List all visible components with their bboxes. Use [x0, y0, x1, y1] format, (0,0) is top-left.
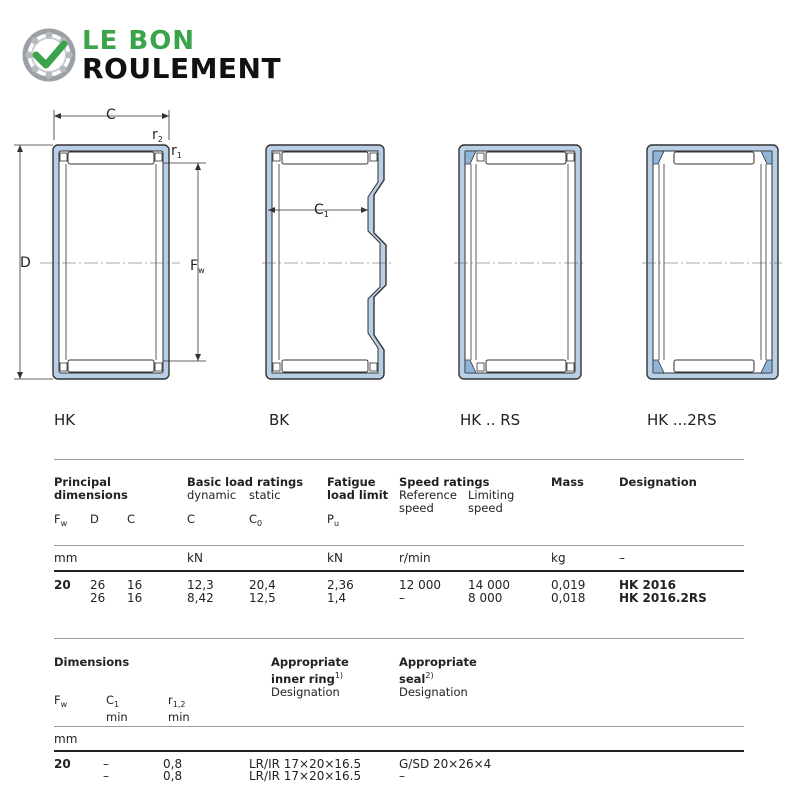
bearing-check-icon: [22, 28, 76, 82]
cell-c1: –: [103, 769, 109, 783]
variant-label-hk-2rs: HK ...2RS: [647, 411, 717, 429]
hk-2rs-drawing: [642, 145, 782, 379]
cell-mass: 0,018: [551, 591, 586, 605]
unit-mass: kg: [551, 551, 566, 565]
cell-fw: 20: [54, 757, 71, 771]
cell-c0: 12,5: [249, 591, 276, 605]
cell-c-dynamic: 12,3: [187, 578, 214, 592]
cell-limiting-speed: 14 000: [468, 578, 510, 592]
cell-c: 16: [127, 591, 143, 605]
header-inner-ring: Appropriate inner ring$^{1)}$ Designation: [271, 655, 349, 699]
header-principal-dimensions: Principal dimensions: [54, 475, 128, 502]
table1-header-rule: [54, 545, 744, 546]
cell-inner-ring: LR/IR 17×20×16.5: [249, 769, 362, 783]
table2-header-rule: [54, 726, 744, 727]
bearing-drawings: [0, 100, 800, 400]
cell-c0: 20,4: [249, 578, 276, 592]
unit-load: kN: [187, 551, 203, 565]
cell-pu: 2,36: [327, 578, 354, 592]
unit-designation: –: [619, 551, 625, 565]
table2-units-rule: [54, 750, 744, 752]
dim-r2-label: $r_2$: [152, 127, 163, 144]
dim-r1-label: $r_1$: [171, 143, 182, 160]
header-seal: Appropriate seal$^{2)}$ Designation: [399, 655, 477, 699]
dim-d-label: D: [20, 255, 31, 271]
symbol-r12: $r_{1,2}$ min: [168, 693, 190, 724]
symbol-d: D: [90, 512, 99, 526]
cell-designation: HK 2016.2RS: [619, 591, 707, 605]
symbol-c: C: [127, 512, 136, 526]
cell-reference-speed: 12 000: [399, 578, 441, 592]
cell-inner-ring: LR/IR 17×20×16.5: [249, 757, 362, 771]
table1-top-rule: [54, 459, 744, 460]
unit-fatigue: kN: [327, 551, 343, 565]
hk-rs-drawing: [454, 145, 586, 379]
header-speed-ratings: Speed ratings Reference speed: [399, 475, 490, 515]
header-limiting-speed: Limiting speed: [468, 488, 515, 515]
symbol-c0: $C_0$: [249, 512, 263, 528]
header-dimensions: Dimensions: [54, 655, 130, 669]
logo-line1: LE BON: [82, 26, 196, 56]
unit-dims: mm: [54, 551, 78, 565]
cell-r12: 0,8: [163, 769, 183, 783]
logo-line2: ROULEMENT: [82, 52, 282, 85]
header-basic-load-ratings: Basic load ratings dynamic: [187, 475, 304, 502]
cell-fw: 20: [54, 578, 71, 592]
cell-c-dynamic: 8,42: [187, 591, 214, 605]
symbol-fw: $F_w$: [54, 693, 68, 709]
table2-top-rule: [54, 638, 744, 639]
table1-units-rule: [54, 570, 744, 572]
cell-d: 26: [90, 578, 106, 592]
cell-mass: 0,019: [551, 578, 586, 592]
symbol-c1: $C_1$ min: [106, 693, 128, 724]
dim-c-label: C: [106, 107, 116, 123]
dim-fw-label: $F_w$: [190, 258, 205, 275]
cell-seal: –: [399, 769, 405, 783]
variant-label-bk: BK: [269, 411, 290, 429]
header-fatigue-load-limit: Fatigue load limit: [327, 475, 389, 502]
cell-r12: 0,8: [163, 757, 183, 771]
header-static: static: [249, 488, 281, 502]
unit-speed: r/min: [399, 551, 431, 565]
header-mass: Mass: [551, 475, 584, 489]
symbol-c-dynamic: C: [187, 512, 196, 526]
variant-label-hk-rs: HK .. RS: [460, 411, 521, 429]
cell-c1: –: [103, 757, 109, 771]
cell-designation: HK 2016: [619, 578, 676, 592]
cell-pu: 1,4: [327, 591, 347, 605]
unit-dims: mm: [54, 732, 78, 746]
cell-d: 26: [90, 591, 106, 605]
cell-seal: G/SD 20×26×4: [399, 757, 492, 771]
cell-limiting-speed: 8 000: [468, 591, 503, 605]
symbol-pu: $P_u$: [327, 512, 340, 528]
dim-c1-label: $C_1$: [314, 202, 329, 219]
variant-label-hk: HK: [54, 411, 76, 429]
cell-c: 16: [127, 578, 143, 592]
bk-drawing: [262, 145, 392, 379]
symbol-fw: $F_w$: [54, 512, 68, 528]
header-designation: Designation: [619, 475, 697, 489]
cell-reference-speed: –: [399, 591, 405, 605]
